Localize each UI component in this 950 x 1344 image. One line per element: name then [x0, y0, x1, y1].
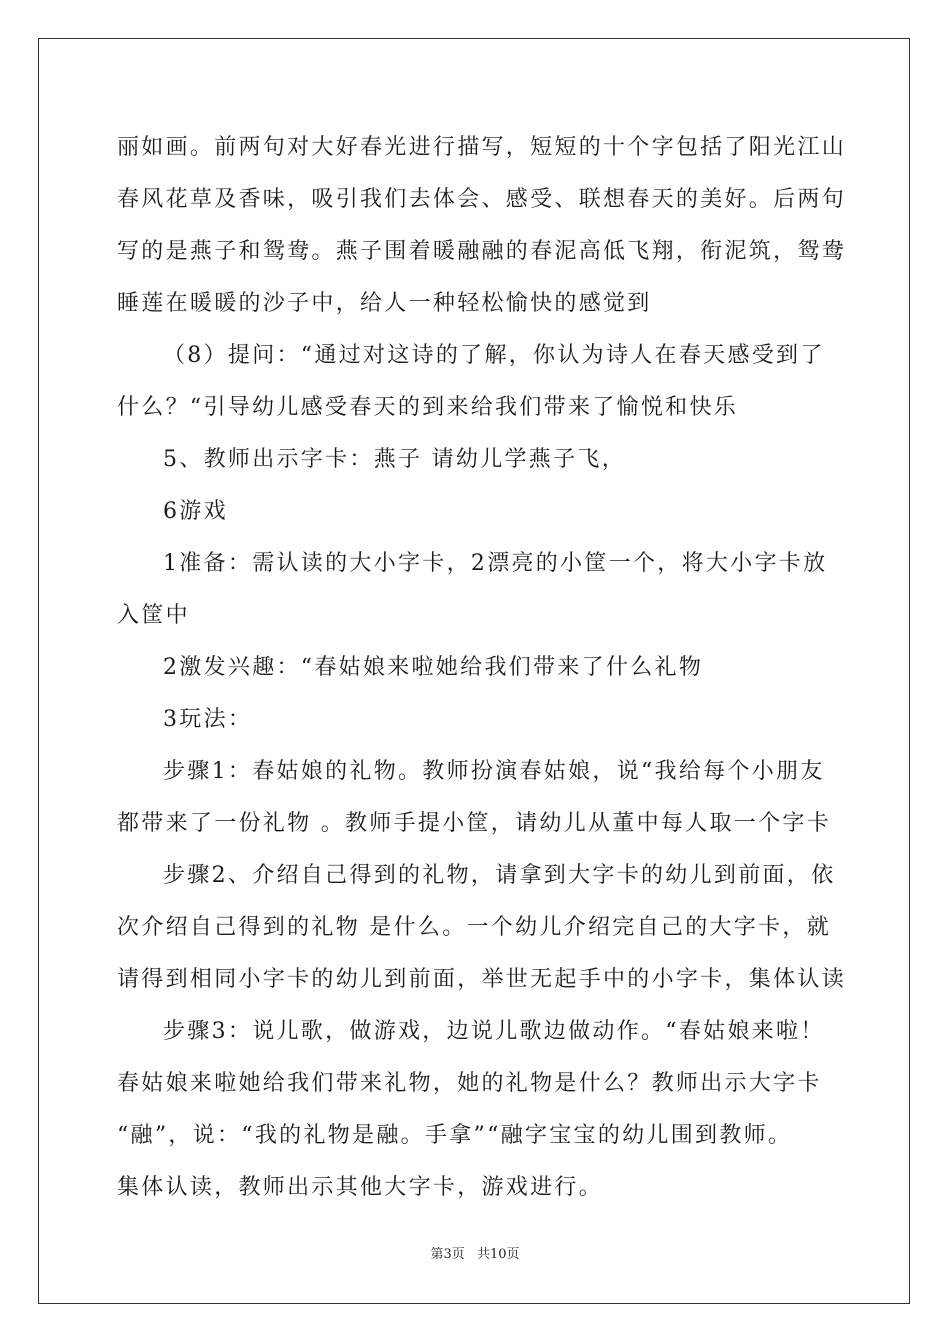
text-line: 春姑娘来啦她给我们带来礼物，她的礼物是什么？教师出示大字卡 — [117, 1071, 822, 1096]
text-line: “融”，说：“我的礼物是融。手拿”“融字宝宝的幼儿围到教师。 — [117, 1123, 793, 1148]
text-line: 步骤1：春姑娘的礼物。教师扮演春姑娘，说“我给每个小朋友 — [163, 759, 825, 784]
text-line: 睡莲在暖暖的沙子中，给人一种轻松愉快的感觉到 — [117, 291, 652, 316]
text-line: 1准备：需认读的大小字卡，2漂亮的小筐一个，将大小字卡放 — [163, 551, 828, 576]
text-line: 都带来了一份礼物 。教师手提小筐，请幼儿从董中每人取一个字卡 — [117, 811, 831, 836]
text-line: 请得到相同小字卡的幼儿到前面，举世无起手中的小字卡，集体认读 — [117, 967, 847, 992]
text-line: 6游戏 — [163, 499, 228, 524]
text-line: 春风花草及香味，吸引我们去体会、感受、联想春天的美好。后两句 — [117, 187, 847, 212]
text-line: 步骤3：说儿歌，做游戏，边说儿歌边做动作。“春姑娘来啦！ — [163, 1019, 825, 1044]
text-line: 次介绍自己得到的礼物 是什么。一个幼儿介绍完自己的大字卡，就 — [117, 915, 831, 940]
page-footer — [0, 1243, 950, 1262]
page-total: 共10页 — [476, 1247, 520, 1262]
text-line: 5、教师出示字卡：燕子 请幼儿学燕子飞， — [163, 447, 626, 472]
text-line: 入筐中 — [117, 603, 190, 628]
text-line: 2激发兴趣：“春姑娘来啦她给我们带来了什么礼物 — [163, 655, 704, 680]
page-number: 第3页 — [430, 1247, 465, 1262]
text-line: （8）提问：“通过对这诗的了解，你认为诗人在春天感受到了 — [163, 343, 825, 368]
text-line: 什么？“引导幼儿感受春天的到来给我们带来了愉悦和快乐 — [117, 395, 739, 420]
text-line: 写的是燕子和鸳鸯。燕子围着暖融融的春泥高低飞翔，衔泥筑，鸳鸯 — [117, 239, 847, 264]
text-line: 丽如画。前两句对大好春光进行描写，短短的十个字包括了阳光江山 — [117, 135, 847, 160]
text-line: 集体认读，教师出示其他大字卡，游戏进行。 — [117, 1175, 604, 1200]
text-line: 3玩法： — [163, 707, 253, 732]
text-line: 步骤2、介绍自己得到的礼物，请拿到大字卡的幼儿到前面，依 — [163, 863, 836, 888]
